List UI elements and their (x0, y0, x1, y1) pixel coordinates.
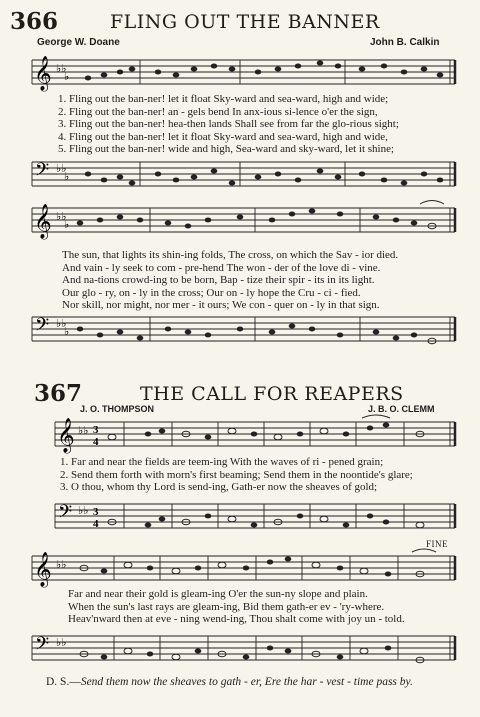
treble-staff (0, 412, 480, 460)
treble-staff (0, 198, 480, 246)
verse-line: The sun, that lights its shin-ing folds, The cross, on which the Sav - ior died. (62, 249, 399, 261)
svg-text:♭♭: ♭♭ (78, 505, 89, 517)
svg-text:♭: ♭ (64, 171, 70, 183)
svg-text:𝄢: 𝄢 (58, 502, 73, 527)
verse-line: 2. Send them forth with morn's first beaming; Send them in the noontide's glare; (60, 468, 413, 481)
hymn-number: 367 (34, 380, 83, 407)
svg-text:𝄢: 𝄢 (35, 315, 50, 340)
verse-line: 3. O thou, whom thy Lord is send-ing, Gath-er now the sheaves of gold; (60, 481, 378, 493)
verse-line: Far and near their gold is gleam-ing O'er the sun-ny slope and plain. (68, 588, 368, 600)
verse-line: 1. Fling out the ban-ner! let it float Sky-ward and sea-ward, high and wide; (58, 93, 389, 105)
svg-text:3: 3 (93, 506, 99, 518)
verse-line: And vain - ly seek to com - pre-hend The won - der of the love di - vine. (62, 261, 381, 274)
verse-line: Heav'nward then at eve - ning wend-ing, Thou shalt come with joy un - told. (68, 613, 405, 625)
svg-text:♭♭: ♭♭ (56, 63, 67, 75)
hymn-title: THE CALL FOR REAPERS (140, 383, 404, 405)
verse-line: Our glo - ry, on - ly in the cross; Our on - ly hope the Cru - ci - fied. (62, 286, 361, 299)
verse-line: When the sun's last rays are gleam-ing, Bid them gath-er ev - 'ry-where. (68, 600, 385, 613)
verse-line: 2. Fling out the ban-ner! an - gels bend In anx-ious si-lence o'er the sign, (58, 105, 378, 118)
svg-text:𝄢: 𝄢 (35, 160, 50, 185)
verse-line: And na-tions crowd-ing to be born, Bap - tize their spir - its in its light. (62, 274, 375, 286)
svg-text:𝄞: 𝄞 (34, 552, 52, 587)
lyricist-credit: J. O. THOMPSON (80, 404, 155, 414)
svg-text:♭♭: ♭♭ (78, 425, 89, 437)
fine-marking: FINE (426, 539, 448, 549)
hymn-title: FLING OUT THE BANNER (110, 11, 380, 33)
bass-staff (0, 307, 480, 355)
composer-credit: J. B. O. CLEMM (368, 404, 435, 414)
svg-text:𝄞: 𝄞 (34, 204, 52, 239)
verse-lines (62, 249, 398, 312)
verse-lines (68, 588, 405, 626)
svg-text:♭: ♭ (64, 71, 70, 83)
bass-staff (0, 626, 480, 674)
svg-text:♭♭: ♭♭ (56, 211, 67, 223)
svg-text:♭♭: ♭♭ (56, 318, 67, 330)
dal-segno-text: Send them now the sheaves to gath - er, Ere the har - vest - time pass by. (80, 676, 413, 688)
verse-line: 3. Fling out the ban-ner! hea-then lands Shall see from far the glo-rious sight; (58, 118, 399, 130)
verse-lines (60, 456, 413, 494)
svg-text:♭♭: ♭♭ (56, 163, 67, 175)
treble-staff (0, 546, 480, 594)
verse-line: 5. Fling out the ban-ner! wide and high, Sea-ward and sky-ward, let it shine; (58, 143, 395, 155)
svg-text:♭♭: ♭♭ (56, 637, 67, 649)
verse-line: Nor skill, nor might, nor mer - it ours; We con - quer on - ly in that sign. (62, 299, 380, 311)
verse-line: 4. Fling out the ban-ner! let it float Sky-ward and sea-ward, high and wide, (58, 130, 388, 143)
bass-staff (0, 494, 480, 542)
lyricist-credit: George W. Doane (37, 37, 120, 48)
bass-staff (0, 152, 480, 200)
dal-segno-label: D. S.— (46, 676, 81, 688)
svg-text:3: 3 (93, 424, 99, 436)
verse-lines (58, 93, 399, 156)
svg-text:𝄢: 𝄢 (35, 634, 50, 659)
treble-staff (0, 50, 480, 98)
verse-line: 1. Far and near the fields are teem-ing With the waves of ri - pened grain; (60, 456, 384, 468)
svg-text:♭: ♭ (64, 326, 70, 338)
dal-segno-line (46, 676, 413, 688)
svg-text:𝄞: 𝄞 (34, 56, 52, 91)
composer-credit: John B. Calkin (370, 37, 440, 48)
svg-text:♭: ♭ (64, 219, 70, 231)
svg-text:4: 4 (93, 436, 99, 448)
svg-text:4: 4 (93, 518, 99, 530)
svg-text:♭♭: ♭♭ (56, 559, 67, 571)
svg-text:𝄞: 𝄞 (57, 418, 75, 453)
hymn-number: 366 (10, 8, 59, 35)
